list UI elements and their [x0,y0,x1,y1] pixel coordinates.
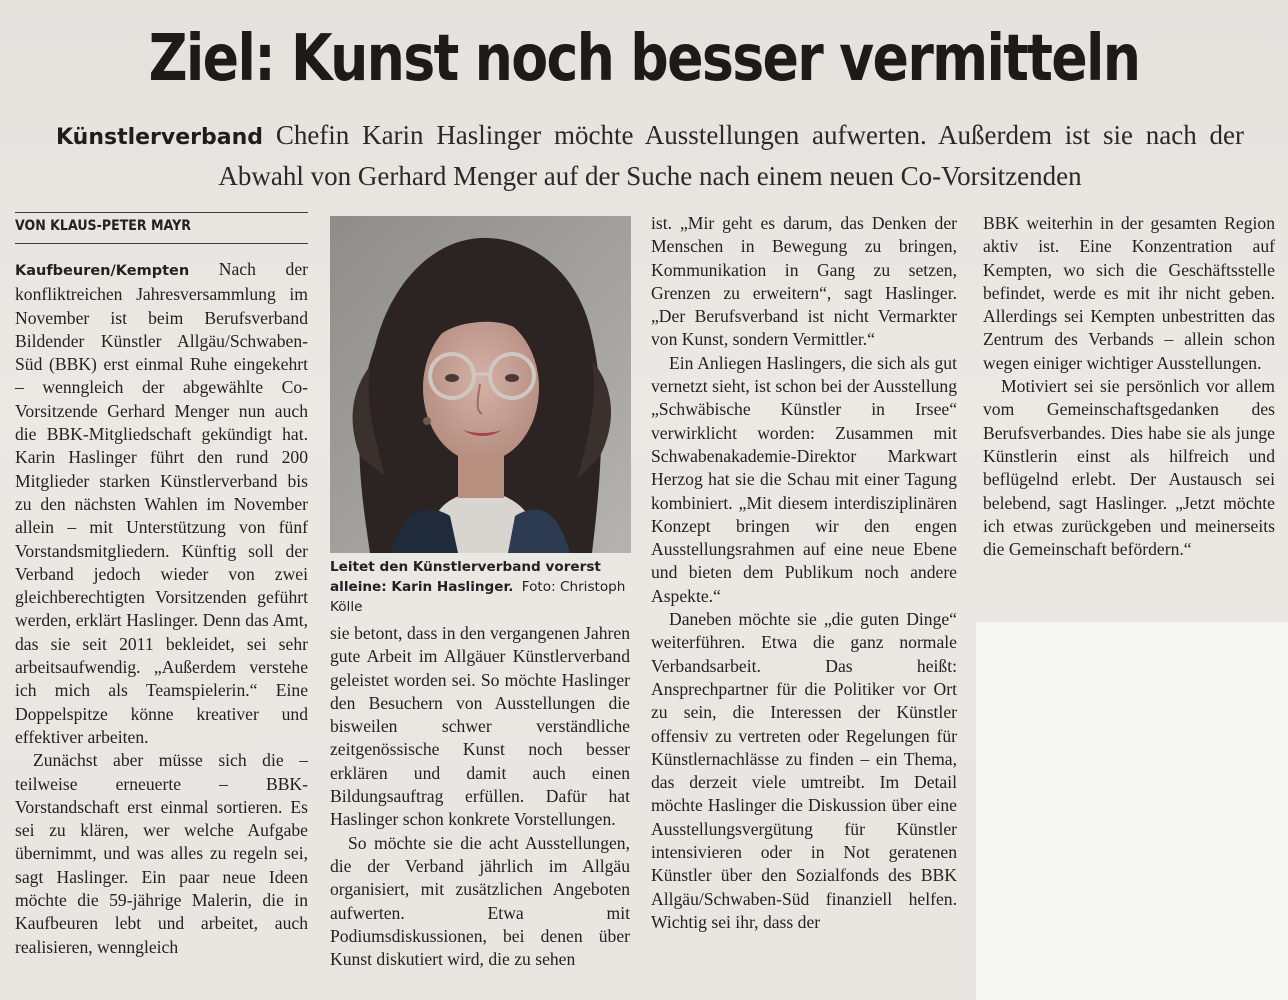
paragraph: sie betont, dass in den vergangenen Jahren gute Arbeit im Allgäuer Künstlerverband geleistet worden sei. So möchte Haslinger den Besuchern von Ausstellungen die bisweilen schwer verständliche zeitgenössische Kunst noch besser erklären und damit auch einen Bildungsauftrag erfüllen. Dafür hat Haslinger schon konkrete Vorstellungen. [330,623,630,830]
headline: Ziel: Kunst noch besser vermitteln [148,22,1140,96]
paragraph: Ein Anliegen Haslingers, die sich als gut vernetzt sieht, ist schon bei der Ausstellung „Schwäbische Künstler in Irsee“ verwirklicht worden: Zusammen mit Schwabenakademie-Direktor Markwart Herzog hat sie die Schau mit einer Tagung kombiniert. „Mit diesem interdisziplinären Konzept bringen wir den engen Ausstellungsrahmen auf eine neue Ebene und bieten dem Publikum noch andere Aspekte.“ [651,352,957,606]
paragraph: ist. „Mir geht es darum, das Denken der Menschen in Bewegung zu bringen, Kommunikation in Gang zu setzen, Grenzen zu erweitern“, sagt Haslinger. „Der Berufsverband ist nicht Vermarkter von Kunst, sondern Vermittler.“ [651,213,957,350]
photo-credit: Foto: Christoph Kölle [330,579,626,615]
lead-paragraph [56,116,1244,195]
paragraph: Daneben möchte sie „die guten Dinge“ weiterführen. Etwa die ganz normale Verbandsarbeit. Das heißt: Ansprechpartner für die Politiker vor Ort zu sein, die Interessen der Künstler offensiv zu vertreten oder Regelungen für Künstlernachlässe zu finden – ein Thema, das derzeit viele umtreibt. Im Detail möchte Haslinger die Diskussion über eine Ausstellungsvergütung für Künstler intensivieren oder in Not geratenen Künstler über den Sozialfonds des BBK Allgäu/Schwaben-Süd finanziell helfen. Wichtig sei ihr, dass der [651,609,957,932]
paragraph-text: Nach der konfliktreichen Jahresversammlung im November ist beim Berufsverband Bildender Künstler Allgäu/Schwaben-Süd (BBK) erst einmal Ruhe eingekehrt – wenngleich der abgewählte Co-Vorsitzende Gerhard Menger nun auch die BBK-Mitgliedschaft gekündigt hat. Karin Haslinger führt den rund 200 Mitglieder starken Künstlerverband bis zu den nächsten Wahlen im November allein – mit Unterstützung von fünf Vorstandsmitgliedern. Künftig soll der Verband jedoch wieder von zwei gleichberechtigten Vorsitzenden geführt werden, erklärt Haslinger. Denn das Amt, das sie seit 2011 bekleidet, sei sehr arbeitsaufwendig. „Außerdem verstehe ich mich als Teamspielerin.“ Eine Doppelspitze könne kreativer und effektiver arbeiten. [15,259,308,747]
article-column-3 [651,212,957,934]
lead-text: Chefin Karin Haslinger möchte Ausstellungen aufwerten. Außerdem ist sie nach der Abwahl von Gerhard Menger auf der Suche nach einem neuen Co-Vorsitzenden [218,120,1245,191]
caption-text: Leitet den Künstlerverband vorerst alleine: Karin Haslinger. [330,559,601,595]
paragraph [15,258,308,749]
article-column-2 [330,622,630,971]
dateline: Kaufbeuren/Kempten [15,263,190,279]
byline-box [15,212,308,244]
portrait-image [330,216,631,553]
portrait-photo [330,216,631,553]
photo-caption [330,557,631,617]
paragraph: So möchte sie die acht Ausstellungen, die der Verband jährlich im Allgäu organisiert, mit zusätzlichen Angeboten aufwerten. Etwa mit Podiumsdiskussionen, bei denen über Kunst diskutiert wird, die zu sehen [330,832,630,970]
byline: VON KLAUS-PETER MAYR [15,218,191,234]
blank-paper-area [976,622,1288,1000]
article-column-4 [983,212,1275,561]
paragraph: Zunächst aber müsse sich die – teilweise erneuerte – BBK-Vorstandschaft erst einmal sortieren. Es sei zu klären, wer welche Aufgabe übernimmt, und was alles zu regeln sei, sagt Haslinger. Ein paar neue Ideen möchte die 59-jährige Malerin, die in Kaufbeuren lebt und arbeitet, auch realisieren, wenngleich [15,750,308,957]
article-column-1 [15,258,308,959]
paragraph: BBK weiterhin in der gesamten Region aktiv ist. Eine Konzentration auf Kempten, wo sich die Geschäftsstelle befindet, werde es mit ihr nicht geben. Allerdings sei Kempten unbestritten das Zentrum des Verbands – allein schon wegen einiger wichtiger Ausstellungen. [983,213,1275,373]
lead-kicker: Künstlerverband [56,125,264,150]
paragraph: Motiviert sei sie persönlich vor allem vom Gemeinschaftsgedanken des Berufsverbandes. Dies habe sie als junge Künstlerin einst als hilfreich und beflügelnd erlebt. Der Austausch sei belebend, sagt Haslinger. „Jetzt möchte ich etwas zurückgeben und meinerseits die Gemeinschaft befördern.“ [983,376,1275,560]
